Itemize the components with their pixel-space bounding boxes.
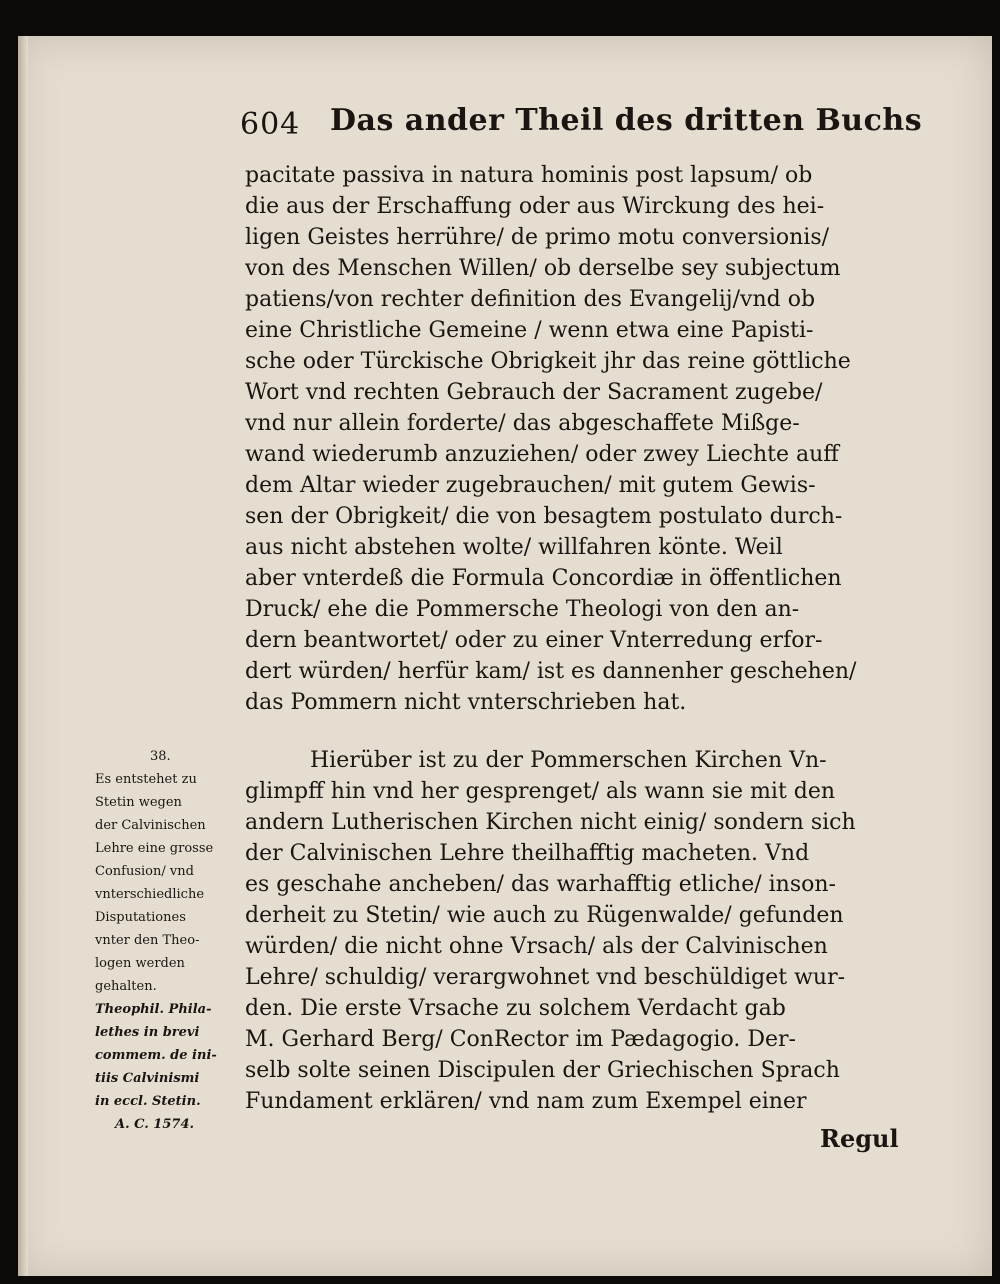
margin-note-line: Lehre eine grosse — [95, 841, 214, 856]
text-line: die aus der Erschaffung oder aus Wirckung des hei- — [245, 194, 825, 219]
margin-reference-line: lethes in brevi — [95, 1025, 200, 1040]
text-line: dem Altar wieder zugebrauchen/ mit gutem Gewis- — [245, 473, 816, 498]
margin-reference-line: Theophil. Phila- — [95, 1002, 212, 1017]
paragraph-new — [245, 745, 915, 1117]
text-line: Druck/ ehe die Pommersche Theologi von den an- — [245, 597, 800, 622]
margin-note-line: vnter den Theo- — [95, 933, 200, 948]
margin-reference-line: tiis Calvinismi — [95, 1071, 200, 1086]
margin-note-line: gehalten. — [95, 979, 157, 994]
text-line: dern beantwortet/ oder zu einer Vnterredung erfor- — [245, 628, 823, 653]
text-line: Fundament erklären/ vnd nam zum Exempel einer — [245, 1089, 807, 1114]
margin-note-line: der Calvinischen — [95, 818, 206, 833]
margin-note-line: vnterschiedliche — [95, 887, 205, 902]
text-line: Wort vnd rechten Gebrauch der Sacrament zugebe/ — [245, 380, 823, 405]
margin-note — [95, 745, 235, 1136]
text-line: würden/ die nicht ohne Vrsach/ als der Calvinischen — [245, 934, 828, 959]
catchword: Regul — [820, 1124, 899, 1153]
page-number: 604 — [240, 107, 301, 142]
margin-note-line: Disputationes — [95, 910, 186, 925]
text-line: das Pommern nicht vnterschrieben hat. — [245, 690, 687, 715]
text-line: aus nicht abstehen wolte/ willfahren könte. Weil — [245, 535, 783, 560]
margin-note-line: Confusion/ vnd — [95, 864, 194, 879]
text-line: pacitate passiva in natura hominis post lapsum/ ob — [245, 163, 813, 188]
text-line: ligen Geistes herrühre/ de primo motu conversionis/ — [245, 225, 830, 250]
margin-note-number: 38. — [150, 749, 171, 764]
text-line: eine Christliche Gemeine / wenn etwa eine Papisti- — [245, 318, 814, 343]
margin-note-line: Es entstehet zu — [95, 772, 197, 787]
text-line: vnd nur allein forderte/ das abgeschaffete Mißge- — [245, 411, 800, 436]
text-line: selb solte seinen Discipulen der Griechischen Sprach — [245, 1058, 840, 1083]
text-line: wand wiederumb anzuziehen/ oder zwey Liechte auff — [245, 442, 839, 467]
margin-reference-line: commem. de ini- — [95, 1048, 217, 1063]
margin-note-line: Stetin wegen — [95, 795, 182, 810]
text-line: derheit zu Stetin/ wie auch zu Rügenwalde/ gefunden — [245, 903, 844, 928]
text-line: glimpff hin vnd her gesprenget/ als wann sie mit den — [245, 779, 836, 804]
text-line: der Calvinischen Lehre theilhafftig macheten. Vnd — [245, 841, 810, 866]
text-line: von des Menschen Willen/ ob derselbe sey subjectum — [245, 256, 841, 281]
page-header — [240, 103, 923, 153]
text-line: es geschahe ancheben/ das warhafftig etliche/ inson- — [245, 872, 836, 897]
text-line: sche oder Türckische Obrigkeit jhr das reine göttliche — [245, 349, 851, 374]
text-line: Lehre/ schuldig/ verargwohnet vnd beschüldiget wur- — [245, 965, 846, 990]
paragraph-continued — [245, 160, 915, 718]
margin-reference-year: A. C. 1574. — [115, 1117, 195, 1132]
text-line: M. Gerhard Berg/ ConRector im Pædagogio. Der- — [245, 1027, 796, 1052]
margin-reference-line: in eccl. Stetin. — [95, 1094, 201, 1109]
text-line: den. Die erste Vrsache zu solchem Verdacht gab — [245, 996, 786, 1021]
running-title: Das ander Theil des dritten Buchs — [330, 103, 923, 138]
text-line: aber vnterdeß die Formula Concordiæ in öffentlichen — [245, 566, 842, 591]
text-line: patiens/von rechter definition des Evangelij/vnd ob — [245, 287, 816, 312]
text-line: andern Lutherischen Kirchen nicht einig/ sondern sich — [245, 810, 856, 835]
text-line: sen der Obrigkeit/ die von besagtem postulato durch- — [245, 504, 843, 529]
text-line: dert würden/ herfür kam/ ist es dannenher geschehen/ — [245, 659, 857, 684]
margin-note-line: logen werden — [95, 956, 185, 971]
text-line: Hierüber ist zu der Pommerschen Kirchen Vn- — [310, 748, 827, 773]
